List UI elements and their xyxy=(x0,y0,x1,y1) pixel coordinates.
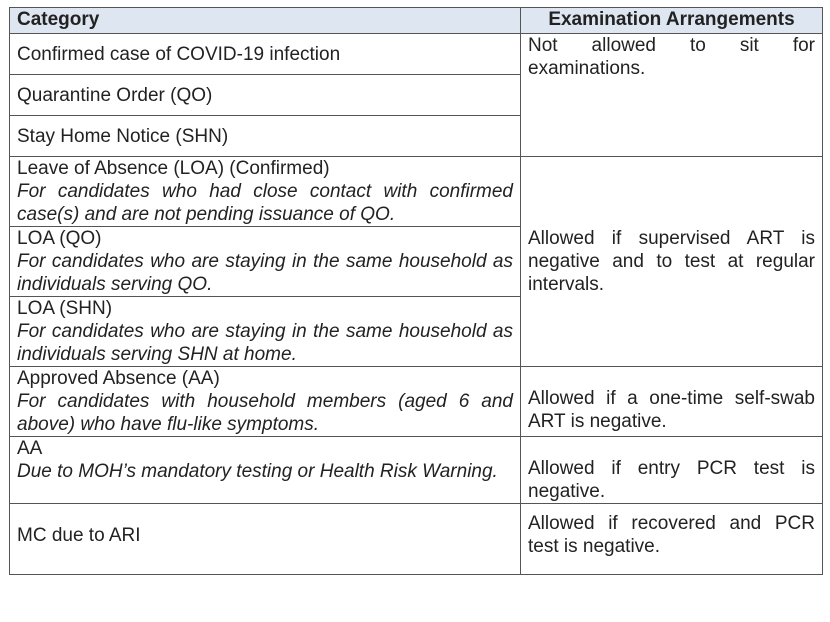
arrangement-cell xyxy=(521,157,823,367)
category-title: LOA (SHN) xyxy=(17,298,113,319)
arrangement-cell xyxy=(521,34,823,157)
category-note: For candidates who are staying in the same household as individuals serving SHN at home. xyxy=(17,321,513,365)
arrangement-text: Allowed if entry PCR test is negative. xyxy=(528,458,815,502)
arrangement-cell xyxy=(521,437,823,504)
category-title: MC due to ARI xyxy=(17,525,141,546)
category-title: LOA (QO) xyxy=(17,228,102,249)
category-title: Confirmed case of COVID-19 infection xyxy=(17,44,341,65)
category-cell xyxy=(10,227,521,297)
arrangement-text: Allowed if a one-time self-swab ART is negative. xyxy=(528,388,815,432)
category-title: Quarantine Order (QO) xyxy=(17,85,213,106)
exam-arrangements-table xyxy=(9,7,823,575)
arrangement-text: Allowed if supervised ART is negative and to test at regular intervals. xyxy=(528,228,815,295)
category-note: For candidates who had close contact with confirmed case(s) and are not pending issuance of QO. xyxy=(17,181,513,225)
category-cell xyxy=(10,504,521,575)
table-row xyxy=(10,34,823,75)
category-cell xyxy=(10,367,521,437)
arrangement-text: Not allowed to sit for examinations. xyxy=(528,35,815,79)
category-cell xyxy=(10,75,521,116)
arrangement-text: Allowed if recovered and PCR test is negative. xyxy=(528,513,815,557)
category-title: Approved Absence (AA) xyxy=(17,368,220,389)
table-row xyxy=(10,157,823,227)
category-cell xyxy=(10,297,521,367)
header-arrangements: Examination Arrangements xyxy=(521,8,823,34)
table-row xyxy=(10,437,823,504)
category-note: For candidates with household members (aged 6 and above) who have flu-like symptoms. xyxy=(17,391,513,435)
category-cell xyxy=(10,437,521,504)
category-title: Leave of Absence (LOA) (Confirmed) xyxy=(17,158,330,179)
arrangement-cell xyxy=(521,367,823,437)
category-title: Stay Home Notice (SHN) xyxy=(17,126,229,147)
category-title: AA xyxy=(17,438,43,459)
header-category: Category xyxy=(10,8,521,34)
arrangement-cell xyxy=(521,504,823,575)
category-cell xyxy=(10,157,521,227)
category-note: Due to MOH’s mandatory testing or Health Risk Warning. xyxy=(17,461,498,482)
table-row xyxy=(10,504,823,575)
category-note: For candidates who are staying in the same household as individuals serving QO. xyxy=(17,251,513,295)
table-row xyxy=(10,367,823,437)
category-cell xyxy=(10,34,521,75)
category-cell xyxy=(10,116,521,157)
header-row xyxy=(10,8,823,34)
